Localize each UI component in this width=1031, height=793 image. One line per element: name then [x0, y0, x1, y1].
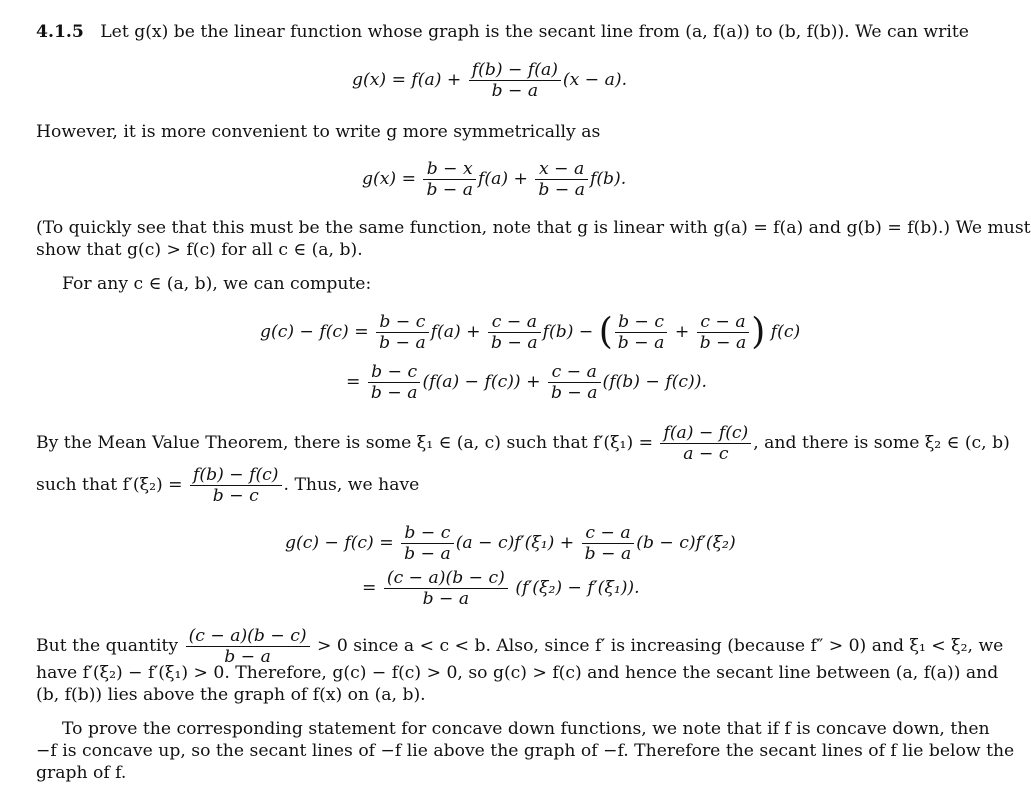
paragraph-note-line1: (To quickly see that this must be the same function, note that g is linear with g(a) = f(a) and g(b) = f(b).) We must [36, 218, 1031, 238]
eq1-denominator: b − a [491, 81, 539, 101]
eq3-term5: (f(b) − f(c)). [602, 372, 707, 392]
paragraph-conclusion-line2: have f′(ξ₂) − f′(ξ₁) > 0. Therefore, g(c) − f(c) > 0, so g(c) > f(c) and hence the secant line between (a, f(a)) and [36, 663, 999, 683]
mvt-den-2: b − c [212, 486, 259, 506]
eq2-tail: f(b). [589, 169, 627, 189]
paragraph-conclusion-line1 [36, 626, 1003, 667]
equation-mvt-line2 [362, 568, 640, 609]
mvt-fraction-1 [660, 423, 751, 464]
eq2-den2: b − a [538, 180, 585, 200]
paragraph-note-line2: show that g(c) > f(c) for all c ∈ (a, b). [36, 240, 363, 260]
eq2-lhs: g(x) = [362, 169, 422, 189]
eq3-frac3 [615, 312, 668, 353]
conclusion-den: b − a [224, 647, 271, 667]
eq3-frac1 [376, 312, 429, 353]
eq2-fraction-1 [423, 159, 476, 200]
eq2-den1: b − a [426, 180, 474, 200]
eq3-term4: (f(a) − f(c)) + [422, 372, 546, 392]
eq4-f2-num: c − a [582, 523, 635, 544]
eq1-fraction [469, 60, 561, 101]
eq3-f5-num: b − c [368, 362, 421, 383]
paragraph-concave-down-line2: −f is concave up, so the secant lines of −f lie above the graph of −f. Therefore the secant lines of f lie below the [36, 741, 1015, 761]
eq2-num1: b − x [423, 159, 476, 180]
conclusion-text-pre: But the quantity [36, 636, 184, 656]
eq3-frac2 [488, 312, 541, 353]
eq2-fraction-2 [535, 159, 588, 200]
mvt-text-pre: By the Mean Value Theorem, there is some ξ₁ ∈ (a, c) such that f′(ξ₁) = [36, 433, 659, 453]
section-number: 4.1.5 [36, 22, 84, 42]
eq3-right-paren: ) [751, 311, 766, 353]
mvt2-text-post: . Thus, we have [283, 475, 420, 495]
eq4-frac3 [384, 568, 508, 609]
eq3-f6-den: b − a [550, 383, 598, 403]
paragraph-conclusion-line3: (b, f(b)) lies above the graph of f(x) on (a, b). [36, 685, 426, 705]
eq3-f1-num: b − c [376, 312, 429, 333]
eq3-f2-den: b − a [491, 333, 538, 353]
equation-mvt-line1 [285, 523, 736, 564]
eq4-equals: = [362, 578, 382, 598]
equation-compute-line2 [346, 362, 707, 403]
eq3-f3-num: b − c [615, 312, 668, 333]
eq4-f2-den: b − a [584, 544, 632, 564]
eq4-f3-den: b − a [422, 589, 470, 609]
eq3-frac5 [368, 362, 421, 403]
eq3-f1-den: b − a [379, 333, 426, 353]
eq3-f6-num: c − a [548, 362, 601, 383]
eq3-f4-num: c − a [697, 312, 750, 333]
conclusion-text-post: > 0 since a < c < b. Also, since f′ is increasing (because f″ > 0) and ξ₁ < ξ₂, we [311, 636, 1004, 656]
mvt-num-2: f(b) − f(c) [190, 465, 282, 486]
eq4-frac2 [582, 523, 635, 564]
eq4-lhs: g(c) − f(c) = [285, 533, 400, 553]
intro-line [36, 21, 969, 43]
eq3-plus: + [669, 322, 695, 342]
eq2-mid: f(a) + [478, 169, 534, 189]
eq4-term1: (a − c)f′(ξ₁) + [455, 533, 580, 553]
paragraph-mvt-line1 [36, 423, 1010, 464]
eq3-frac4 [697, 312, 750, 353]
eq3-f4-den: b − a [699, 333, 747, 353]
eq3-f3-den: b − a [617, 333, 665, 353]
eq4-term2: (b − c)f′(ξ₂) [636, 533, 736, 553]
paragraph-compute: For any c ∈ (a, b), we can compute: [62, 274, 372, 294]
mvt2-text-pre: such that f′(ξ₂) = [36, 475, 189, 495]
eq1-lhs: g(x) = f(a) + [352, 70, 467, 90]
eq3-term1: f(a) + [430, 322, 487, 342]
eq4-f3-num: (c − a)(b − c) [384, 568, 508, 589]
eq3-lhs: g(c) − f(c) = [260, 322, 375, 342]
eq3-frac6 [548, 362, 601, 403]
paragraph-symmetric: However, it is more convenient to write g more symmetrically as [36, 122, 601, 142]
mvt-fraction-2 [190, 465, 282, 506]
eq3-f2-num: c − a [488, 312, 541, 333]
eq1-numerator: f(b) − f(a) [469, 60, 561, 81]
mvt-text-post: , and there is some ξ₂ ∈ (c, b) [753, 433, 1010, 453]
eq4-term3: (f′(ξ₂) − f′(ξ₁)). [509, 578, 640, 598]
eq4-f1-den: b − a [404, 544, 451, 564]
eq2-num2: x − a [535, 159, 588, 180]
eq1-tail: (x − a). [562, 70, 628, 90]
eq4-frac1 [401, 523, 454, 564]
intro-text: Let g(x) be the linear function whose graph is the secant line from (a, f(a)) to (b, f(b)). We can write [100, 22, 969, 42]
conclusion-fraction [186, 626, 310, 667]
mvt-num-1: f(a) − f(c) [660, 423, 751, 444]
eq3-left-paren: ( [598, 311, 613, 353]
equation-symmetric [362, 159, 626, 200]
conclusion-num: (c − a)(b − c) [186, 626, 310, 647]
eq3-f5-den: b − a [370, 383, 418, 403]
eq3-term2: f(b) − [542, 322, 599, 342]
eq3-term3: f(c) [765, 322, 801, 342]
equation-compute-line1 [260, 312, 800, 353]
paragraph-concave-down-line3: graph of f. [36, 763, 127, 783]
paragraph-concave-down-line1: To prove the corresponding statement for concave down functions, we note that if f is concave down, then [62, 719, 990, 739]
paragraph-mvt-line2 [36, 465, 419, 506]
eq3-equals: = [346, 372, 366, 392]
eq4-f1-num: b − c [401, 523, 454, 544]
mvt-den-1: a − c [683, 444, 729, 464]
equation-secant-line [352, 60, 627, 101]
